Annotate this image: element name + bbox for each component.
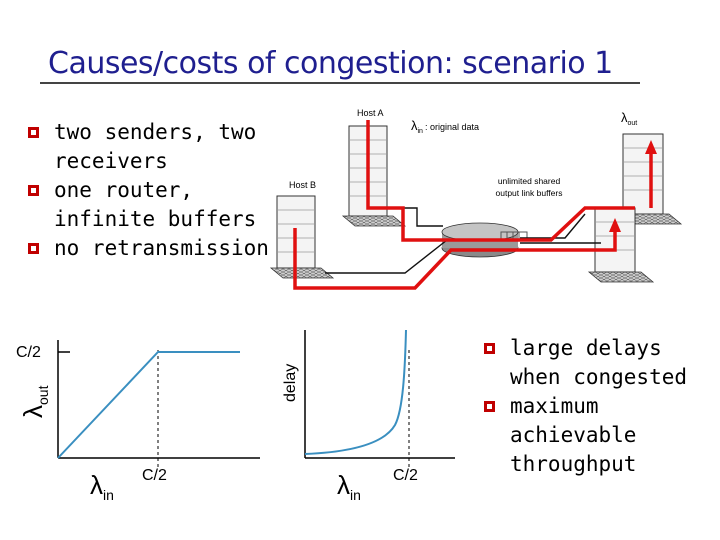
host-b-icon bbox=[271, 196, 333, 278]
bullet-item: no retransmission bbox=[28, 234, 278, 263]
x-tick-label: C/2 bbox=[393, 467, 418, 484]
x-axis-label: $\lambda_{in}$ bbox=[90, 470, 114, 503]
bullet-square-icon bbox=[28, 127, 39, 138]
bullet-square-icon bbox=[28, 185, 39, 196]
x-axis-label: $\lambda_{in}$ bbox=[337, 470, 361, 503]
y-axis-label: $\lambda_{out}$ bbox=[18, 385, 51, 418]
left-bullet-list bbox=[28, 118, 278, 263]
delay-curve bbox=[305, 330, 406, 454]
slide-title: Causes/costs of congestion: scenario 1 bbox=[48, 46, 613, 81]
host-a-label: Host A bbox=[357, 108, 384, 118]
y-tick-label: C/2 bbox=[16, 344, 41, 361]
title-underline bbox=[40, 82, 640, 84]
bullet-item: two senders, two receivers bbox=[28, 118, 278, 176]
bullet-item: large delays when congested bbox=[484, 334, 716, 392]
bullet-square-icon bbox=[28, 243, 39, 254]
buffer-note-line2: output link buffers bbox=[495, 188, 563, 198]
x-tick-label: C/2 bbox=[142, 467, 167, 484]
host-b-label: Host B bbox=[289, 180, 317, 190]
buffer-note-line1: unlimited shared bbox=[497, 176, 561, 186]
bullet-item: one router, infinite buffers bbox=[28, 176, 278, 234]
throughput-curve bbox=[58, 352, 240, 458]
y-axis-label: delay bbox=[282, 363, 299, 402]
right-bullet-list bbox=[484, 334, 716, 479]
host-a-icon bbox=[343, 126, 405, 226]
bullet-item: maximum achievable throughput bbox=[484, 392, 716, 479]
lambda-out-label: $\lambda_{out}$ bbox=[621, 110, 638, 127]
network-diagram bbox=[265, 98, 685, 298]
lambda-in-label: $\lambda_{in}$ $^{: original data}$ bbox=[411, 118, 479, 135]
delay-graph bbox=[275, 330, 495, 510]
throughput-graph bbox=[10, 330, 270, 510]
